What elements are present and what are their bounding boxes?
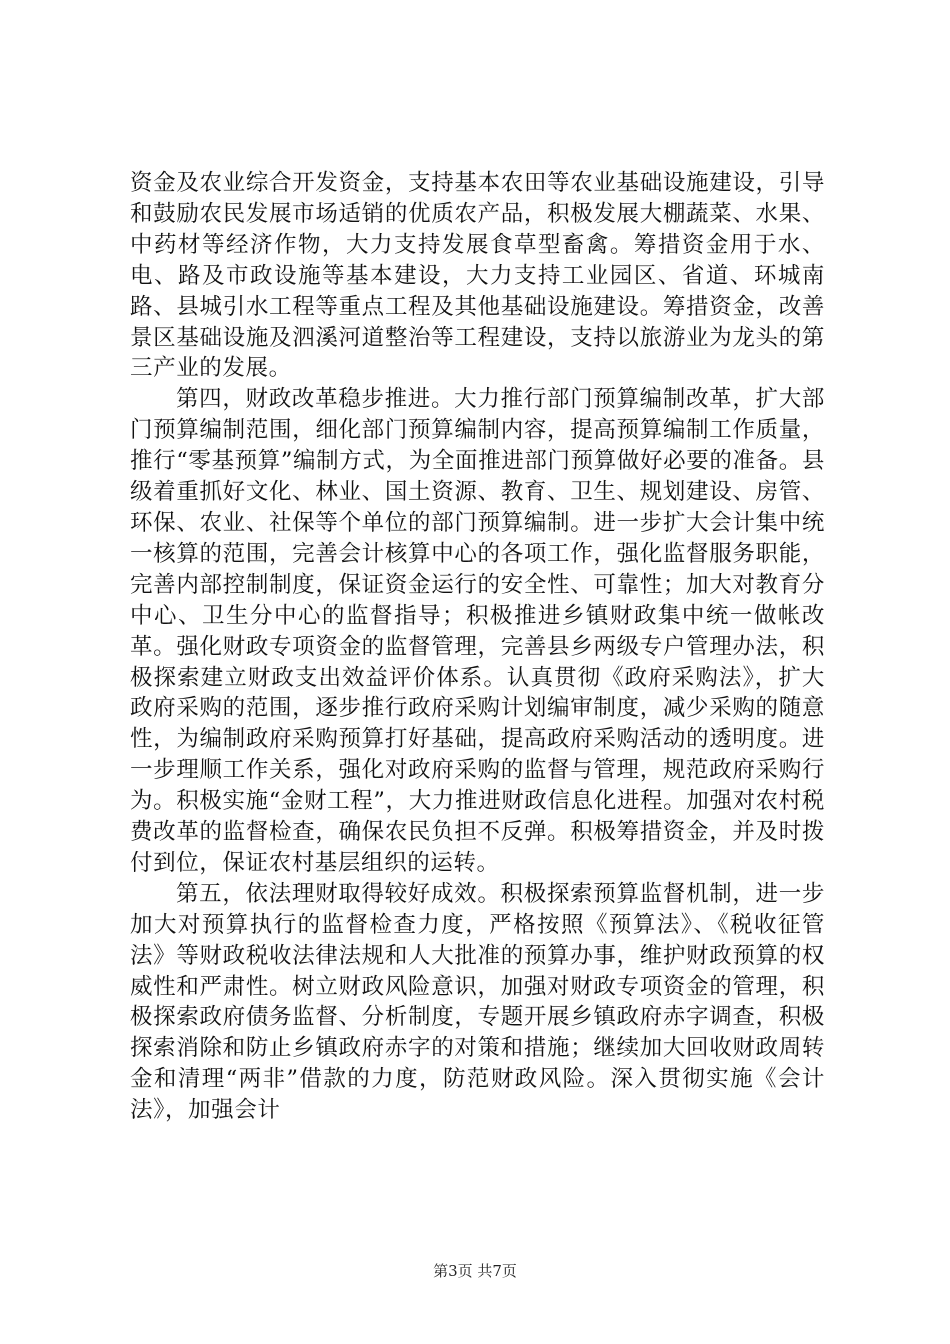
paragraph-continuation: 资金及农业综合开发资金，支持基本农田等农业基础设施建设，引导和鼓励农民发展市场适销的优质农产品，积极发展大棚蔬菜、水果、中药材等经济作物，大力支持发展食草型畜禽。筹措资金用于水、电、路及市政设施等基本建设，大力支持工业园区、省道、环城南路、县城引水工程等重点工程及其他基础设施建设。筹措资金，改善景区基础设施及泗溪河道整治等工程建设，支持以旅游业为龙头的第三产业的发展。 bbox=[130, 170, 825, 382]
paragraph-fourth-point: 第四，财政改革稳步推进。大力推行部门预算编制改革，扩大部门预算编制范围，细化部门预算编制内容，提高预算编制工作质量，推行“零基预算”编制方式，为全面推进部门预算做好必要的准备。县级着重抓好文化、林业、国土资源、教育、卫生、规划建设、房管、环保、农业、社保等个单位的部门预算编制。进一步扩大会计集中统一核算的范围，完善会计核算中心的各项工作，强化监督服务职能，完善内部控制制度，保证资金运行的安全性、可靠性；加大对教育分中心、卫生分中心的监督指导；积极推进乡镇财政集中统一做帐改革。强化财政专项资金的监督管理，完善县乡两级专户管理办法，积极探索建立财政支出效益评价体系。认真贯彻《政府采购法》，扩大政府采购的范围，逐步推行政府采购计划编审制度，减少采购的随意性，为编制政府采购预算打好基础，提高政府采购活动的透明度。进一步理顺工作关系，强化对政府采购的监督与管理，规范政府采购行为。积极实施“金财工程”，大力推进财政信息化进程。加强对农村税费改革的监督检查，确保农民负担不反弹。积极筹措资金，并及时拨付到位，保证农村基层组织的运转。 bbox=[130, 386, 825, 876]
document-body bbox=[130, 168, 825, 1126]
page-number-footer: 第3页 共7页 bbox=[433, 1262, 517, 1280]
paragraph-fifth-point: 第五，依法理财取得较好成效。积极探索预算监督机制，进一步加大对预算执行的监督检查力度，严格按照《预算法》、《税收征管法》等财政税收法律法规和人大批准的预算办事，维护财政预算的权威性和严肃性。树立财政风险意识，加强对财政专项资金的管理，积极探索政府债务监督、分析制度，专题开展乡镇政府赤字调查，积极探索消除和防止乡镇政府赤字的对策和措施；继续加大回收财政周转金和清理“两非”借款的力度，防范财政风险。深入贯彻实施《会计法》，加强会计 bbox=[130, 880, 825, 1124]
